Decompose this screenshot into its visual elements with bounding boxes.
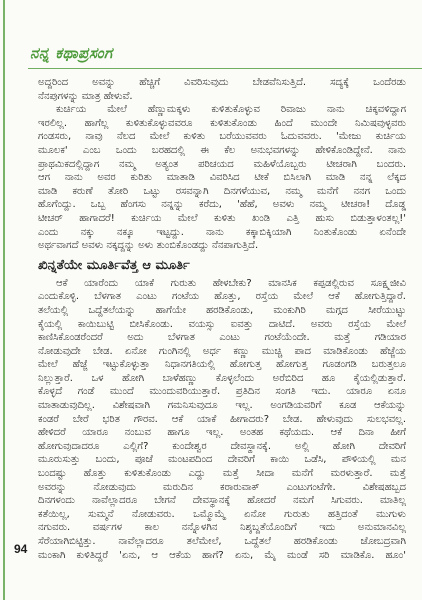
text-line: ಕುರ್ಚಿಯ ಮೇಲೆ ಹೆಣ್ಣುಮಕ್ಕಳು ಕುಳಿತುಕೊಳ್ಳುವ ರಿವಾಜು ನಾನು ಚಿಕ್ಕವಳಿದ್ದಾಗ xyxy=(56,104,406,116)
text-line: ಕಂಡರೆ ಬೇರೆ ಭರಿತ ಗೌರವ. ಆಕೆ ಯಾಕೆ ಹೀಗಾದರು? ಬೇಡ. ಹೇಳುವುದು ಸುಲಭವಲ್ಲ. xyxy=(38,413,406,425)
text-line: ನಗುವರು. ವರ್ಷಗಳ ಕಾಲ ನನ್ನೊಳಗಿನ ನಿಶ್ಶಬ್ದತೆಯೊಂದಿಗೆ ಇದು ಅನುಮಾನವಿಲ್ಲ xyxy=(38,522,406,534)
text-line: ಆಕೆ ಯಾರೆಂದು ಯಾಕೆ ಗುರುತು ಹೇಳಬೇಕು? ಮಾನಸಿಕ ಕಪ್ಪಡಲ್ಲಿರುವ ಸೂಕ್ಷ್ಮಜೀವಿ xyxy=(56,277,406,289)
paragraph xyxy=(38,277,406,562)
text-line: ಹೋಗುವುದಾದರೂ ಎಲ್ಲಿಗೆ? ಕುಂದೇಶ್ವರ ದೇವಸ್ಥಾನಕ್ಕೆ. ಅಲ್ಲಿ ಹೋಗಿ ದೇವರಿಗೆ xyxy=(38,440,406,452)
header-rule xyxy=(28,68,422,69)
text-line: ಪ್ರಾಥಮಿಕದಲ್ಲಿದ್ದಾಗ ನಮ್ಮ ಅತ್ಯಂತ ಪರಿಚಯದ ಮಹಿಳೆಯೊಬ್ಬರು ಟೀಚರಾಗಿ ಬಂದರು. xyxy=(38,158,406,170)
text-line: ಗಂಡಸರು, ನಾವು ನೆಲದ ಮೇಲೆ ಕುಳಿತು ಬರೆಯುವವರು ಓದುವವರು. 'ಮೇಜು ಕುರ್ಚಿಯ xyxy=(38,131,406,143)
text-line: ಮಾತಾಡುವುದಿಲ್ಲ. ವಿಶೇಷವಾಗಿ ಗಮನಿಸುವುದೂ ಇಲ್ಲ. ಅಂಗಡಿಯವರಿಗೆ ಕೂಡ ಆಕೆಯನ್ನು xyxy=(38,400,406,412)
text-line: ಮೂಲಕ' ಎಂಬ ಒಂದು ಬರಹದಲ್ಲಿ ಈ ಕೆಲ ಅನುಭವಗಳನ್ನು ಹೇಳಿಕೊಂಡಿದ್ದೇನೆ. ನಾನು xyxy=(38,144,406,156)
text-line: ನೆನಪುಗಳನ್ನು ಮಾತ್ರ ಹೇಳುವೆ. xyxy=(38,90,133,102)
text-line: ತಲೆಯಲ್ಲಿ ಒದ್ದೆತಲೆಯನ್ನು ಹಾಗೆಯೇ ಹರಡಿಕೊಂಡು, ಮಂಕುಗಿರಿ ಮಗ್ಗದ ಸೀರೆಯುಟ್ಟು xyxy=(38,304,406,316)
text-line: ಎಂದುಕೊಳ್ಳಿ. ಬೆಳಗಾತ ಎಂಟು ಗಂಟೆಯ ಹೊತ್ತು, ರಸ್ತೆಯ ಮೇಲೆ ಆಕೆ ಹೋಗುತ್ತಿದ್ದಾರೆ. xyxy=(38,291,406,303)
text-line: ಅರ್ಥವಾಗದೆ ಅವಳು ನಕ್ಕದ್ದನ್ನು ಅಳು ತುಂಬಿಕೊಂಡದ್ದು ನೆನಪಾಗುತ್ತಿದೆ. xyxy=(38,240,259,252)
text-line: ಕೈಯಲ್ಲಿ ಕಾಯಿಬುಟ್ಟಿ ಬೀಸಿಕೊಂಡು. ವಯಸ್ಸು ಐವತ್ತು ದಾಟಿದೆ. ಅವರು ರಸ್ತೆಯ ಮೇಲೆ xyxy=(38,318,406,330)
text-line: ಕಾಣಿಸಿಕೊಂಡರೆಂದರೆ ಅದು ಬೆಳಗಾತ ಎಂಟು ಗಂಟೆಯೆಂದೇ. ಮತ್ತೆ ಗಡಿಯಾರ xyxy=(38,332,406,344)
text-line: ನೋಡುವುದೇ ಬೇಡ. ಏನೋ ಗುಂಗಿನಲ್ಲಿ ಅರ್ಧ ಕಣ್ಣು ಮುಚ್ಚಿ ಪಾದ ಮಾಡಿಕೊಂಡು ಹೆಜ್ಜೆಯ xyxy=(38,345,406,357)
text-line: ಇರಲಿಲ್ಲ. ಹಾಗೆಲ್ಲ ಕುಳಿತುಕೊಳ್ಳುವವರೂ ಕುಳಿತುಕೊಂಡು ಹಿಂದೆ ಮುಂದೇ ನಿಮಿಷವುಳ್ಳವರು xyxy=(38,117,406,129)
text-line: ಎಂದು ನಕ್ಕು ನಕ್ಕೂ ಇಟ್ಟದ್ದು. ನಾನು ಕಕ್ಕಾಬಿಕ್ಕಿಯಾಗಿ ನಿಂತುಕೊಂಡು ಏನೆಂದೇ xyxy=(38,226,406,238)
paragraph xyxy=(38,103,406,253)
paragraph xyxy=(38,76,406,103)
text-line: ಅದ್ದರಿಂದ ಅವನ್ನು ಹೆಚ್ಚಿಗೆ ವಿವರಿಸುವುದು ಬೇಡವೆನಿಸುತ್ತಿದೆ. ಸದ್ಯಕ್ಕೆ ಒಂದೆರಡು xyxy=(38,77,406,88)
text-line: ಟೀಚರ್ ಹಾಗಾದರೆ! ಕುರ್ಚಿಯ ಮೇಲೆ ಕುಳಿತು ಖಂಡಿ ಎತ್ತಿ ಹುಸು ಬಿಡುತ್ತಾಳಂತಲ್ಲ!' xyxy=(38,212,406,224)
text-line: ಬಂದಷ್ಟು ಹೊತ್ತು ಕುಳಿತುಕೊಂಡು ಎದ್ದು ಮತ್ತೆ ಸೀದಾ ಮನೆಗೆ ಮರಳುತ್ತಾರೆ. ಮತ್ತೆ xyxy=(38,468,406,480)
text-line: ಮಾಡಿ ಕರುಣೆ ತೋರಿ ಒಟ್ಟು ರಸವನ್ನಾಗಿ ದಿನಗಳೆಯುವ, ನಮ್ಮ ಮನೆಗೆ ನನಗ ಒಂದು xyxy=(38,185,406,197)
text-line: ಹೇಳಿದರೆ ಯಾರೂ ನಂಬುವ ಹಾಗೂ ಇಲ್ಲ. ಅಂತಹ ಕಥೆಯದು. ಆಕೆ ದಿನಾ ಹೀಗೆ xyxy=(38,427,406,439)
page-number: 94 xyxy=(14,542,28,556)
text-line: ನಿಲ್ಲುತ್ತಾರೆ. ಒಳ ಹೋಗಿ ಬಾಳೆಹಣ್ಣು ಕೊಳ್ಳಲೆಂದು ಅರೆಬಿರಿದ ಹೂ ಕೈಯಲ್ಲಿಡುತ್ತಾರೆ. xyxy=(38,372,406,384)
text-line: ಹೊಗೆಂದ್ದು. ಒಬ್ಬ ಹೆಂಗಸು ನನ್ನನ್ನು ಕರೆದು, 'ಹೆಹೆ, ಅವಳು ನಮ್ಮ ಟೀಚರಾ! ದೊಡ್ಡ xyxy=(38,199,406,211)
section-heading: ಖಿನ್ನತೆಯೇ ಮೂರ್ತಿವೆತ್ತ ಆ ಮೂರ್ತಿ xyxy=(38,257,190,273)
running-header-title: ನನ್ನ ಕಥಾಪ್ರಸಂಗ xyxy=(30,44,113,62)
text-line: ಅವರನ್ನು ನೋಡುವುದು ಮರುದಿನ ಕರಾರುವಾಕ್ ಎಂಟುಗಂಟೆಗೇ. ವಿಶೇಷಹಬ್ಬದ xyxy=(38,481,406,493)
text-line: ದಿನಗಳಂದು ನಾವೆಲ್ಲಾದರೂ ಬೇಗನೆ ದೇವಸ್ಥಾನಕ್ಕೆ ಹೋದರೆ ನಮಗೆ ಸಿಗುವರು. ಮಾತಿಲ್ಲ xyxy=(38,495,406,507)
text-line: ಮೇಲೆ ಹೆಜ್ಜೆ ಇಟ್ಟುಕೊಳ್ಳುತ್ತಾ ನಿಧಾನಗತಿಯಲ್ಲಿ ಹೋಗುತ್ತ ಹೋಗುತ್ತ ಗೂಡಂಗಡಿ ಬರುತ್ತಲೂ xyxy=(38,359,406,371)
left-margin-rule xyxy=(3,0,5,600)
body-text xyxy=(38,76,406,562)
text-line: ಕೊಳ್ಳದೆ ಗಂಡೆ ಮುಂದೆ ಮುಂದುವರಿಯುತ್ತಾರೆ. ಪ್ರತಿದಿನ ಸಂಗತಿ ಇದು. ಯಾರೂ ಏನೂ xyxy=(38,386,406,398)
text-line: ಕತೆಯಿಲ್ಲ, ಸುಮ್ಮನೆ ನೋಡುವರು. ಒಮ್ಮೊಮ್ಮೆ ಏನೋ ಗುರುತು ಹತ್ತಿದಂತೆ ಮುಗುಳು xyxy=(38,508,406,520)
text-line: ಸೆರೆಯಾಗಿಬಿಟ್ಟಿತ್ತು. ನಾವೆಲ್ಲಾದರೂ ತಲೆಮೇಲೆ, ಒದ್ದೆತಲೆ ಹರಡಿಕೊಂಡು ಜೋಬದ್ರವಾಗಿ xyxy=(38,536,406,547)
text-line: ಮೂರುಸುತ್ತು ಬಂದು, ಪೂಜೆ ಮಂಟಪದಿಂದ ದೇವರಿಗೆ ಕಾಯಿ ಒಡೆಸಿ, ಪೌಳಿಯಲ್ಲಿ ಮನ xyxy=(38,454,406,466)
text-line: ಮಂಕಾಗಿ ಕುಳಿತಿದ್ದರೆ 'ಏನು, ಆ ಆಕೆಯ ಹಾಗೆ? ಏನು, ಮೈ ಮಂಡೆ ಸರಿ ಮಾಡಿಕೊ. ಹೂಂ' xyxy=(38,549,406,561)
text-line: ಆಗ ನಾನು ಅವರ ಕುರಿತು ಮಾತಾಡಿ ವಿವರಿಸಿದ ಟೀಕೆ ಬಿಸಿಲಾಗಿ ಮಾಡಿ ನನ್ನ ಲೆಕ್ಕದ xyxy=(38,172,406,184)
